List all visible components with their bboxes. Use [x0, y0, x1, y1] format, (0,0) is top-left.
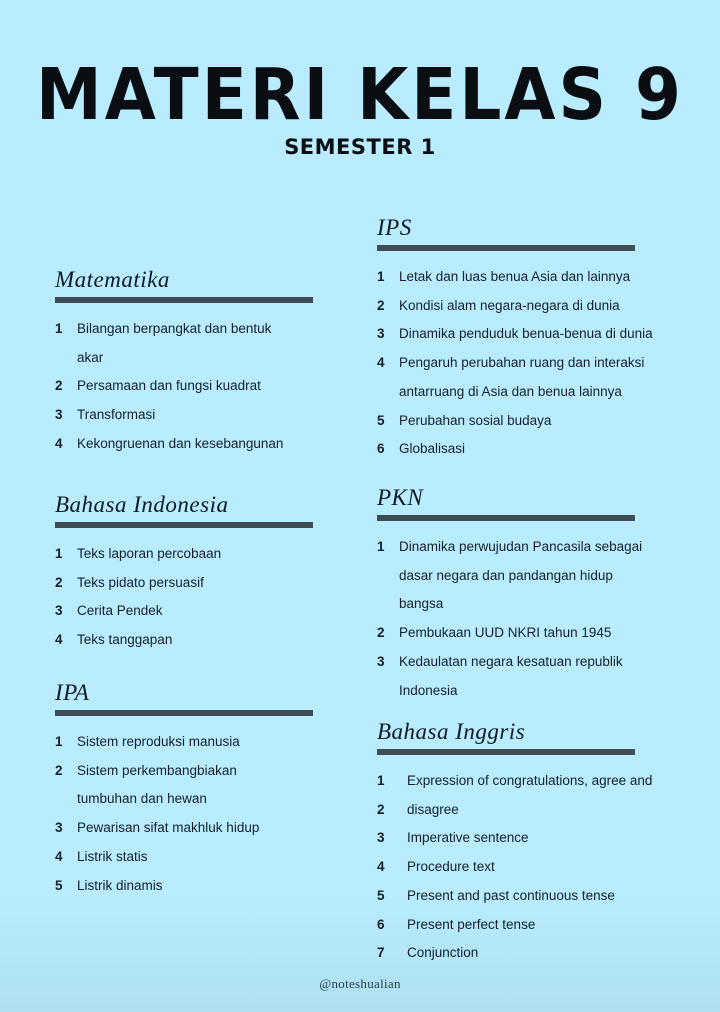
item-text: bangsa	[399, 596, 444, 612]
item-number: 3	[55, 820, 63, 836]
list-item	[55, 626, 313, 655]
section-title: IPA	[55, 680, 90, 705]
list-item	[55, 540, 313, 569]
list-item	[55, 315, 313, 344]
item-number	[55, 785, 77, 814]
item-text: Kekongruenan dan kesebangunan	[77, 435, 284, 451]
item-text: Procedure text	[407, 859, 495, 875]
section-pkn	[377, 485, 643, 705]
list-item	[377, 590, 707, 619]
section-divider	[55, 297, 313, 303]
item-text: Conjunction	[407, 945, 479, 961]
item-number: 1	[377, 539, 385, 554]
section-ips	[377, 215, 653, 464]
item-text: disagree	[407, 801, 459, 817]
list-item	[377, 292, 707, 321]
item-number: 4	[55, 848, 63, 864]
item-number: 4	[55, 435, 63, 451]
page-title: MATERI KELAS 9	[36, 52, 684, 137]
section-divider	[55, 522, 313, 528]
item-number: 4	[377, 859, 385, 875]
item-text: akar	[77, 349, 104, 365]
item-number: 5	[55, 877, 63, 893]
item-text: Present and past continuous tense	[407, 887, 615, 903]
section-bahasa-indonesia	[55, 493, 313, 655]
item-text: Globalisasi	[399, 441, 466, 457]
item-number: 1	[55, 734, 63, 749]
section-title: Bahasa Indonesia	[55, 492, 229, 517]
item-number: 1	[55, 321, 63, 336]
item-text: Kondisi alam negara-negara di dunia	[399, 297, 620, 313]
list-item	[377, 435, 707, 464]
item-number: 3	[377, 653, 385, 669]
list-item	[377, 378, 707, 407]
item-text: Pembukaan UUD NKRI tahun 1945	[399, 625, 612, 641]
list-item	[377, 263, 707, 292]
list-item	[55, 597, 313, 626]
item-number: 6	[377, 441, 385, 457]
footer-handle: @noteshualian	[319, 976, 401, 991]
topic-list	[55, 728, 313, 900]
item-text: Kedaulatan negara kesatuan republik	[399, 653, 623, 669]
item-number: 2	[377, 801, 385, 817]
item-number: 1	[377, 269, 385, 284]
item-text: Present perfect tense	[407, 916, 536, 932]
list-item	[55, 430, 313, 459]
item-text: Teks tanggapan	[77, 632, 173, 648]
section-divider	[377, 245, 635, 251]
section-bahasa-inggris	[377, 719, 653, 968]
item-number: 5	[377, 412, 385, 428]
item-number	[377, 677, 399, 706]
item-text: Sistem reproduksi manusia	[77, 734, 240, 749]
item-text: Indonesia	[399, 682, 458, 698]
item-text: antarruang di Asia dan benua lainnya	[399, 383, 622, 399]
item-text: Transformasi	[77, 407, 156, 423]
topic-list	[55, 540, 313, 655]
item-number	[377, 590, 399, 619]
item-text: Sistem perkembangbiakan	[77, 762, 237, 778]
item-number: 2	[55, 762, 63, 778]
section-title: PKN	[377, 485, 424, 510]
item-number	[55, 344, 77, 373]
topic-list	[377, 263, 707, 464]
list-item	[377, 648, 707, 677]
section-title: Matematika	[55, 267, 170, 292]
topic-list	[377, 533, 707, 705]
item-text: Persamaan dan fungsi kuadrat	[77, 378, 261, 394]
list-item	[377, 407, 707, 436]
item-text: Listrik dinamis	[77, 877, 163, 893]
item-number: 7	[377, 945, 385, 961]
list-item	[377, 911, 707, 940]
list-item	[377, 349, 707, 378]
section-matematika	[55, 268, 313, 459]
list-item	[377, 796, 707, 825]
item-number: 3	[55, 407, 63, 423]
item-text: Letak dan luas benua Asia dan lainnya	[399, 269, 631, 284]
section-divider	[55, 710, 313, 716]
item-number: 6	[377, 916, 385, 932]
section-title: Bahasa Inggris	[377, 719, 526, 744]
list-item	[55, 401, 313, 430]
section-ipa	[55, 681, 313, 900]
item-number: 4	[55, 632, 63, 648]
item-number: 3	[377, 830, 385, 846]
list-item	[377, 562, 707, 591]
item-number: 3	[377, 326, 385, 342]
page-subtitle: SEMESTER 1	[284, 135, 436, 159]
item-text: Teks laporan percobaan	[77, 546, 222, 561]
item-text: tumbuhan dan hewan	[77, 791, 207, 807]
item-number: 2	[377, 297, 385, 313]
list-item	[377, 853, 707, 882]
item-number: 5	[377, 887, 385, 903]
item-text: Imperative sentence	[407, 830, 529, 846]
list-item	[55, 728, 313, 757]
list-item	[377, 619, 707, 648]
item-text: Dinamika perwujudan Pancasila sebagai	[399, 539, 643, 554]
section-title: IPS	[377, 215, 412, 240]
list-item	[55, 872, 313, 901]
item-text: Pewarisan sifat makhluk hidup	[77, 820, 260, 836]
item-number: 2	[377, 625, 385, 641]
item-number: 1	[377, 773, 385, 788]
item-number: 1	[55, 546, 63, 561]
item-number	[377, 562, 399, 591]
item-text: Expression of congratulations, agree and	[407, 773, 653, 788]
item-text: Listrik statis	[77, 848, 148, 864]
section-divider	[377, 749, 635, 755]
list-item	[55, 785, 313, 814]
item-text: Dinamika penduduk benua-benua di dunia	[399, 326, 653, 342]
list-item	[377, 320, 707, 349]
item-number: 3	[55, 603, 63, 619]
item-number: 2	[55, 378, 63, 394]
item-text: Pengaruh perubahan ruang dan interaksi	[399, 355, 645, 371]
item-number: 4	[377, 355, 385, 371]
list-item	[55, 372, 313, 401]
topic-list	[377, 767, 707, 968]
list-item	[377, 533, 707, 562]
list-item	[377, 882, 707, 911]
item-text: Teks pidato persuasif	[77, 574, 204, 590]
list-item	[55, 843, 313, 872]
item-text: Bilangan berpangkat dan bentuk	[77, 321, 272, 336]
list-item	[377, 939, 707, 968]
item-number: 2	[55, 574, 63, 590]
item-text: Perubahan sosial budaya	[399, 412, 552, 428]
section-divider	[377, 515, 635, 521]
list-item	[55, 814, 313, 843]
list-item	[55, 344, 313, 373]
list-item	[377, 677, 707, 706]
list-item	[55, 569, 313, 598]
item-text: Cerita Pendek	[77, 603, 163, 619]
item-text: dasar negara dan pandangan hidup	[399, 567, 613, 583]
list-item	[55, 757, 313, 786]
list-item	[377, 767, 707, 796]
topic-list	[55, 315, 313, 459]
item-number	[377, 378, 399, 407]
list-item	[377, 824, 707, 853]
